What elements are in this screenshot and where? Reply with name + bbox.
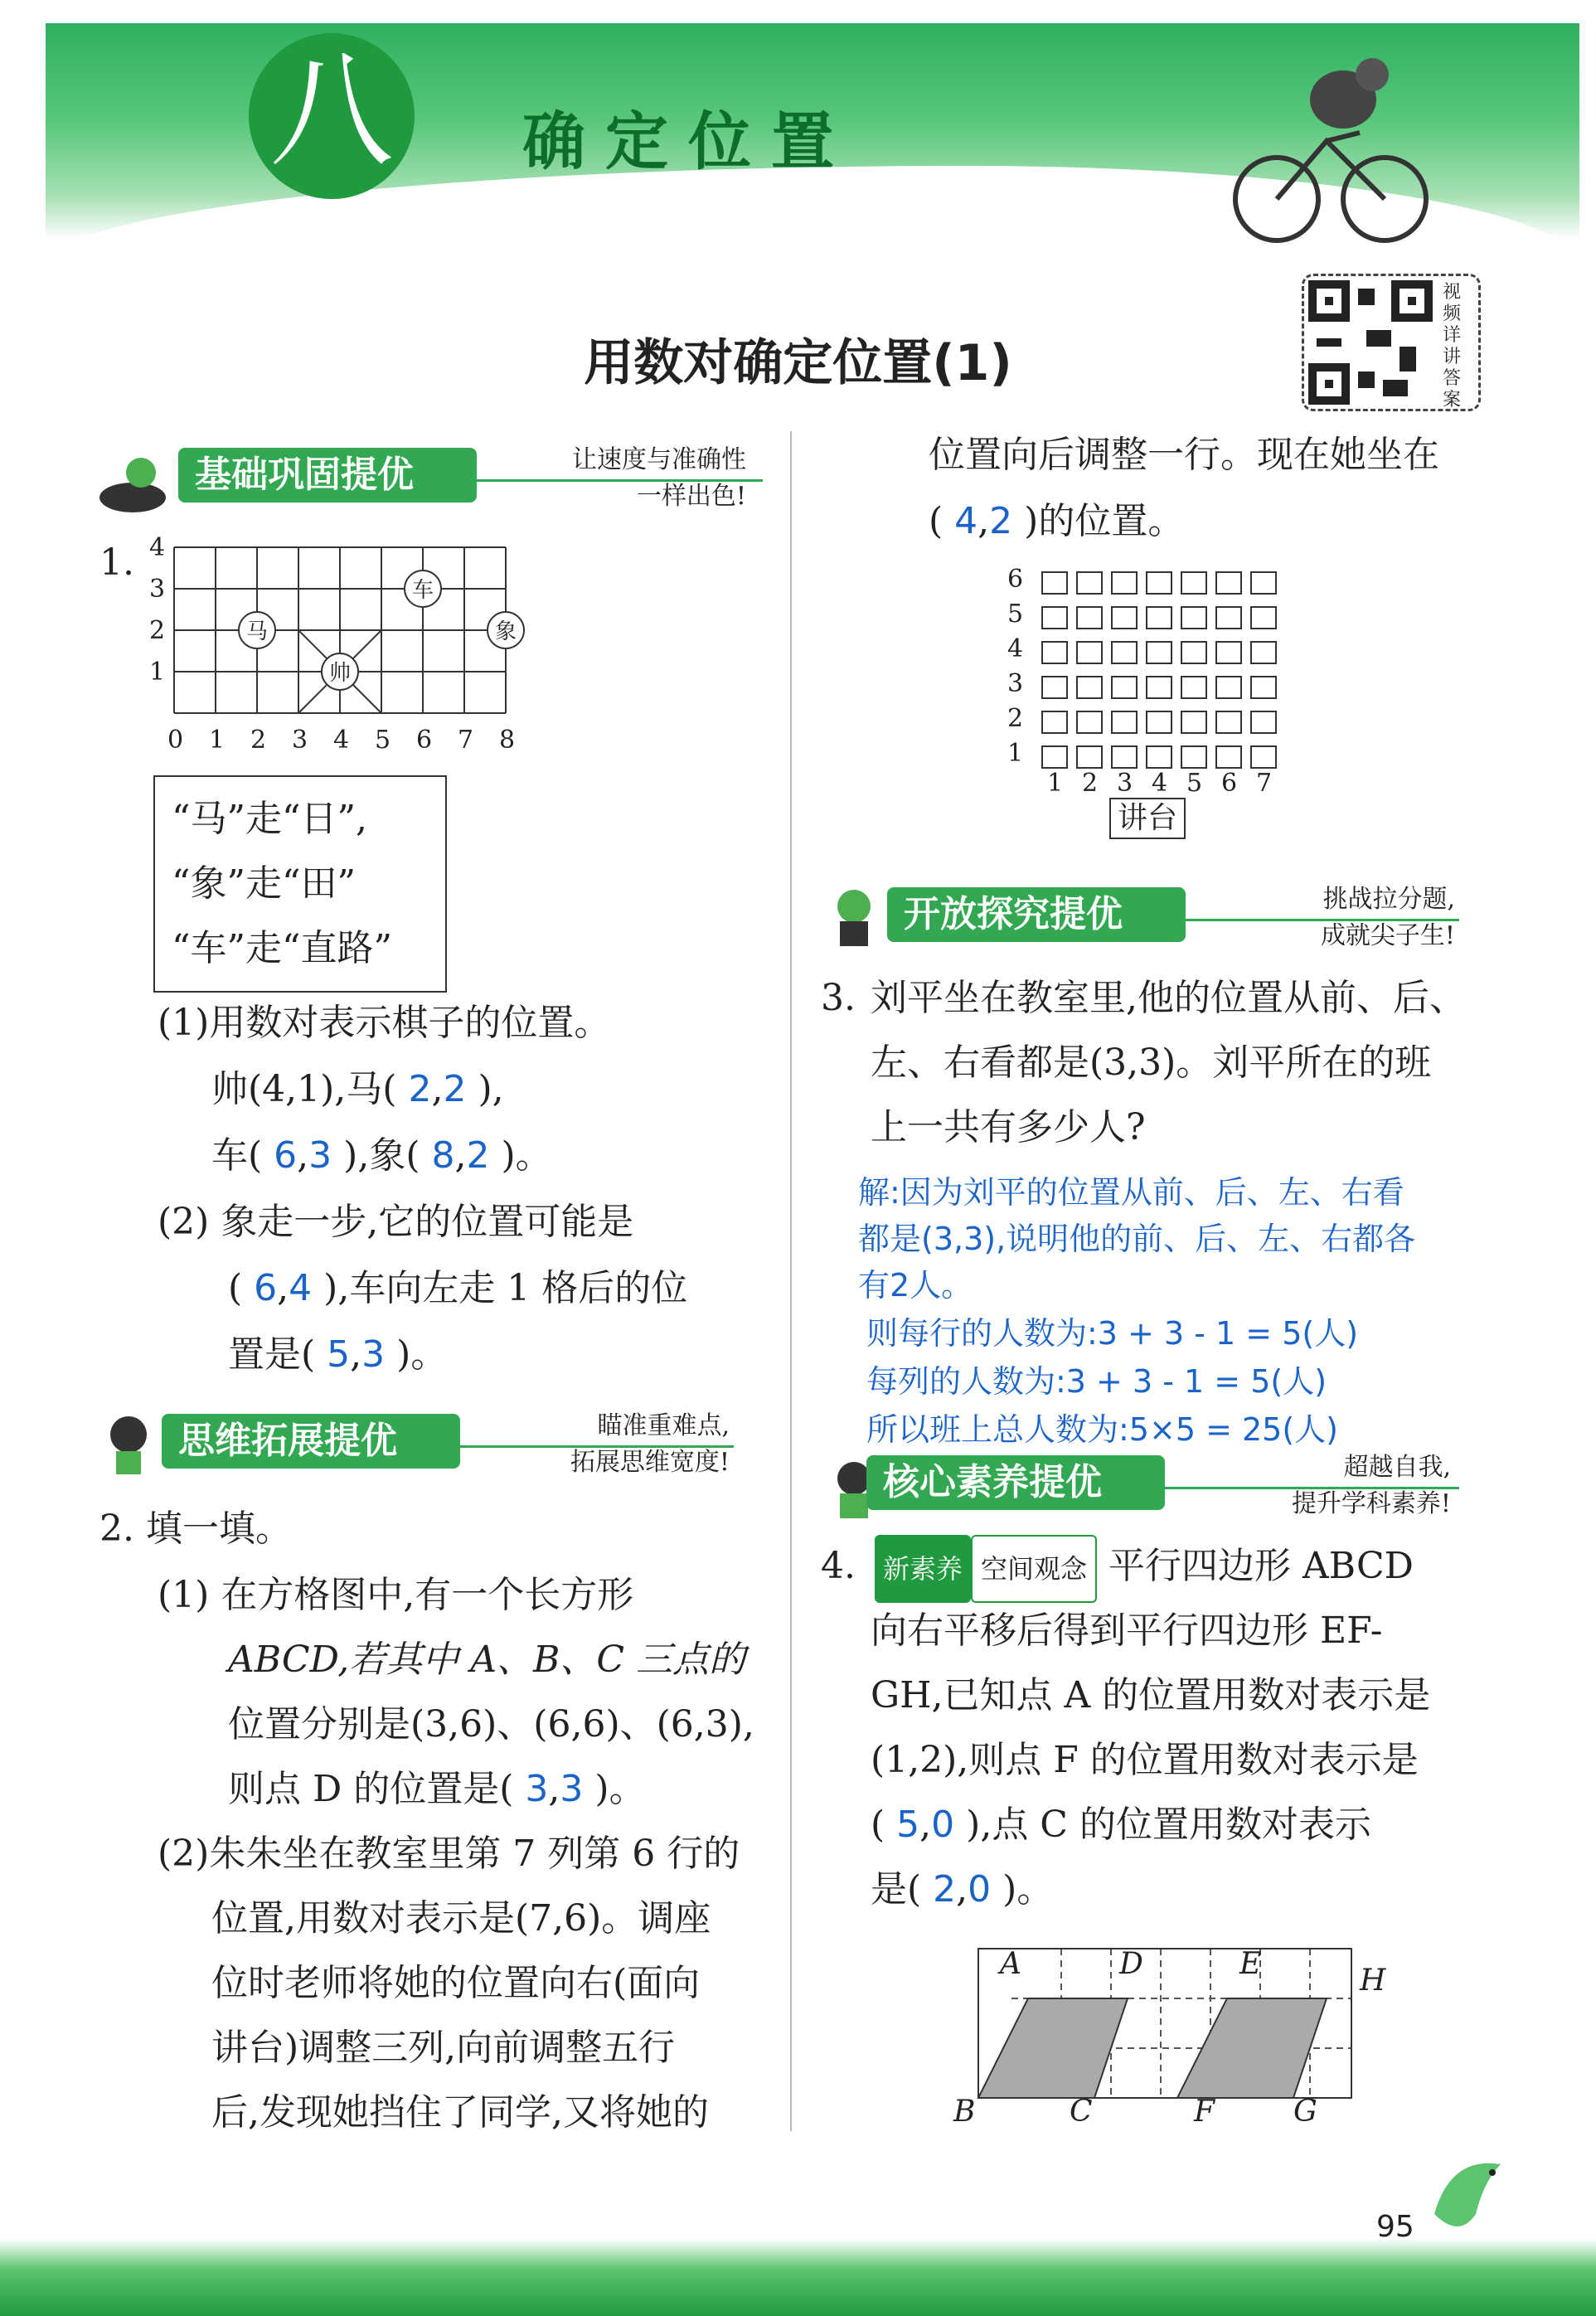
cyclist-illustration: [1227, 50, 1434, 249]
rule-line: “象”走“田”: [172, 862, 356, 905]
q3-solution: 每列的人数为:3 + 3 - 1 = 5(人): [866, 1363, 1327, 1400]
page-number: 95: [1376, 2210, 1414, 2244]
svg-text:2: 2: [1007, 704, 1024, 733]
svg-text:5: 5: [1186, 769, 1203, 798]
q3-solution: 则每行的人数为:3 + 3 - 1 = 5(人): [866, 1315, 1359, 1352]
note-line: 让速度与准确性: [572, 445, 746, 474]
unit-number-badge: 八: [249, 33, 415, 199]
text: ),车向左走 1 格后的位: [323, 1267, 688, 1309]
label-b: B: [953, 2095, 976, 2123]
note-line: 超越自我,: [1343, 1453, 1451, 1482]
spatial-tag: 空间观念: [971, 1535, 1097, 1603]
mascot-icon: [817, 883, 891, 949]
seating-chart: [1007, 556, 1306, 804]
svg-text:5: 5: [375, 726, 391, 755]
section-note: [481, 1408, 730, 1481]
chess-rules-box: [153, 775, 447, 993]
svg-text:3: 3: [1007, 669, 1024, 698]
text: )。: [396, 1333, 448, 1376]
svg-text:4: 4: [1152, 769, 1168, 798]
q1-line-c: 车( 6,3 ),象( 8,2 )。: [211, 1134, 552, 1177]
q2-p2: 位置,用数对表示是(7,6)。调座: [211, 1897, 711, 1940]
answer: 0: [968, 1868, 992, 1911]
text: 是(: [871, 1868, 922, 1911]
label-a: A: [1000, 1947, 1021, 1981]
svg-text:7: 7: [458, 726, 474, 755]
label-g: G: [1293, 2095, 1317, 2123]
question-number: 1.: [99, 541, 134, 584]
section-note: [1206, 881, 1455, 954]
label-c: C: [1070, 2095, 1093, 2123]
q3-line: 刘平坐在教室里,他的位置从前、后、: [871, 977, 1466, 1019]
podium-label: 讲台: [1109, 798, 1186, 839]
q2-p2: 后,发现她挡住了同学,又将她的: [211, 2091, 709, 2134]
svg-text:3: 3: [149, 575, 166, 604]
intro: 填一填。: [145, 1508, 292, 1550]
q1-line-a: 帅(4,1),马( 2,2 ),: [211, 1068, 504, 1110]
q2-p1: 位置分别是(3,6)、(6,6)、(6,3),: [228, 1703, 754, 1745]
svg-text:1: 1: [1047, 769, 1064, 798]
column-divider: [790, 431, 792, 2131]
piece-xiang-label: 象: [494, 619, 517, 644]
text: )。: [594, 1768, 646, 1810]
text: )。: [1002, 1868, 1054, 1911]
q2-p1: ABCD,若其中 A、B、C 三点的: [228, 1639, 746, 1681]
text: ),点 C 的位置用数对表示: [966, 1804, 1371, 1846]
question-number: 3.: [821, 977, 856, 1019]
q3-line: 上一共有多少人?: [871, 1106, 1146, 1148]
q2-p2: 讲台)调整三列,向前调整五行: [211, 2027, 676, 2069]
answer: 6: [254, 1267, 278, 1309]
q4-line: 向右平移后得到平行四边形 EF-: [871, 1610, 1383, 1652]
answer: 3: [560, 1768, 584, 1810]
note-line: 成就尖子生!: [1320, 921, 1455, 950]
svg-text:6: 6: [1007, 565, 1024, 594]
mascot-icon: [91, 1410, 166, 1476]
qr-icon: [1308, 280, 1433, 405]
answer: 4: [289, 1267, 313, 1309]
piece-che-label: 车: [411, 578, 434, 603]
q4-line: (1,2),则点 F 的位置用数对表示是: [871, 1739, 1419, 1781]
answer: 0: [931, 1804, 955, 1846]
answer: 3: [525, 1768, 549, 1810]
q4-line6: 是( 2,0 )。: [871, 1868, 1054, 1911]
answer: 3: [308, 1134, 332, 1177]
q3-solution: 解:因为刘平的位置从前、后、左、右看: [858, 1174, 1404, 1211]
text: ),: [478, 1068, 504, 1110]
note-line: 拓展思维宽度!: [570, 1448, 730, 1477]
banner-rule: [477, 479, 763, 482]
text: 帅(4,1),马(: [211, 1068, 397, 1110]
q4-line5: ( 5,0 ),点 C 的位置用数对表示: [871, 1804, 1371, 1846]
rule-line: “马”走“日”,: [172, 798, 367, 840]
answer: 2: [933, 1868, 957, 1911]
answer: 4: [954, 500, 978, 542]
rule-line: “车”走“直路”: [172, 927, 392, 969]
q4-line: GH,已知点 A 的位置用数对表示是: [871, 1674, 1431, 1716]
banner-rule: [1165, 1487, 1459, 1489]
q2-p2: 位时老师将她的位置向右(面向: [211, 1962, 701, 2004]
svg-text:3: 3: [1117, 769, 1133, 798]
svg-text:4: 4: [333, 726, 350, 755]
answer: 5: [327, 1333, 351, 1376]
num: 2.: [99, 1508, 134, 1550]
svg-text:1: 1: [149, 658, 166, 687]
q2-p1: (1) 在方格图中,有一个长方形: [158, 1574, 634, 1616]
unit-title: 确定位置: [522, 104, 854, 178]
qr-label: 视频详讲答案: [1443, 282, 1462, 410]
svg-text:4: 4: [149, 533, 166, 562]
section-banner-explore: 开放探究提优: [887, 887, 1186, 942]
mascot-icon: [95, 452, 170, 518]
q1-part2: (2) 象走一步,它的位置可能是: [158, 1201, 634, 1243]
banner-rule: [1186, 919, 1459, 921]
label-d: D: [1119, 1947, 1143, 1981]
answer: 2: [466, 1134, 490, 1177]
text: 置是(: [228, 1333, 316, 1376]
q4-line1: [875, 1534, 1414, 1603]
answer: 5: [896, 1804, 920, 1846]
text: (: [929, 500, 944, 542]
lesson-title: 用数对确定位置(1): [584, 334, 1012, 392]
q2-p2-last: ( 4,2 )的位置。: [929, 500, 1185, 542]
piece-ma-label: 马: [245, 619, 269, 644]
label-e: E: [1239, 1947, 1262, 1981]
svg-text:1: 1: [209, 726, 226, 755]
text: ),象(: [343, 1134, 420, 1177]
q3-line: 左、右看都是(3,3)。刘平所在的班: [871, 1041, 1432, 1084]
section-note: [1186, 1449, 1451, 1522]
text: )。: [501, 1134, 552, 1177]
answer: 2: [443, 1068, 467, 1110]
question-number: [99, 1497, 292, 1561]
q1-part1: (1)用数对表示棋子的位置。: [158, 1002, 611, 1044]
q3-solution: 都是(3,3),说明他的前、后、左、右都各: [858, 1221, 1416, 1257]
q3-solution: 有2人。: [858, 1267, 973, 1304]
svg-text:6: 6: [1221, 769, 1238, 798]
svg-text:2: 2: [250, 726, 267, 755]
svg-text:5: 5: [1007, 600, 1024, 629]
text: )的位置。: [1024, 500, 1185, 542]
note-line: 提升学科素养!: [1291, 1489, 1451, 1518]
text: (: [871, 1804, 885, 1846]
q1-part2-c: 置是( 5,3 )。: [228, 1333, 448, 1376]
svg-text:0: 0: [167, 726, 184, 755]
answer: 8: [431, 1134, 455, 1177]
note-line: 一样出色!: [636, 482, 746, 511]
q3-solution: 所以班上总人数为:5×5 = 25(人): [866, 1411, 1338, 1448]
text: (: [228, 1267, 243, 1309]
svg-text:4: 4: [1007, 634, 1024, 663]
q2-p1-last: 则点 D 的位置是( 3,3 )。: [228, 1768, 646, 1810]
section-banner-core: 核心素养提优: [866, 1455, 1165, 1510]
svg-text:8: 8: [499, 726, 516, 755]
piece-shuai-label: 帅: [328, 661, 352, 686]
new-literacy-tag: 新素养: [875, 1535, 971, 1603]
note-line: 瞄准重难点,: [597, 1411, 730, 1440]
chess-grid: [149, 531, 539, 755]
question-number: 4.: [821, 1545, 856, 1587]
label-f: F: [1194, 2095, 1215, 2123]
text: 则点 D 的位置是(: [228, 1768, 514, 1810]
banner-rule: [460, 1445, 734, 1448]
svg-text:6: 6: [416, 726, 433, 755]
text: 车(: [211, 1134, 263, 1177]
svg-text:2: 2: [149, 616, 166, 645]
svg-text:3: 3: [292, 726, 308, 755]
svg-text:7: 7: [1256, 769, 1273, 798]
text: 平行四边形 ABCD: [1108, 1545, 1414, 1587]
label-h: H: [1360, 1964, 1386, 1998]
dolphin-icon: [1418, 2139, 1517, 2247]
svg-text:1: 1: [1007, 739, 1024, 768]
answer: 2: [408, 1068, 432, 1110]
note-line: 挑战拉分题,: [1322, 885, 1455, 914]
section-banner-thinking: 思维拓展提优: [162, 1414, 460, 1469]
parallelogram-grid: [945, 1932, 1409, 2123]
q2-p2: (2)朱朱坐在教室里第 7 列第 6 行的: [158, 1833, 740, 1875]
footer-band: [0, 2239, 1596, 2316]
section-banner-basic: 基础巩固提优: [178, 448, 477, 503]
answer: 6: [274, 1134, 298, 1177]
svg-text:2: 2: [1082, 769, 1099, 798]
q2-p2-cont: 位置向后调整一行。现在她坐在: [929, 434, 1439, 476]
answer: 2: [989, 500, 1013, 542]
section-note: [497, 442, 746, 515]
answer: 3: [361, 1333, 386, 1376]
q1-part2-b: ( 6,4 ),车向左走 1 格后的位: [228, 1267, 688, 1309]
